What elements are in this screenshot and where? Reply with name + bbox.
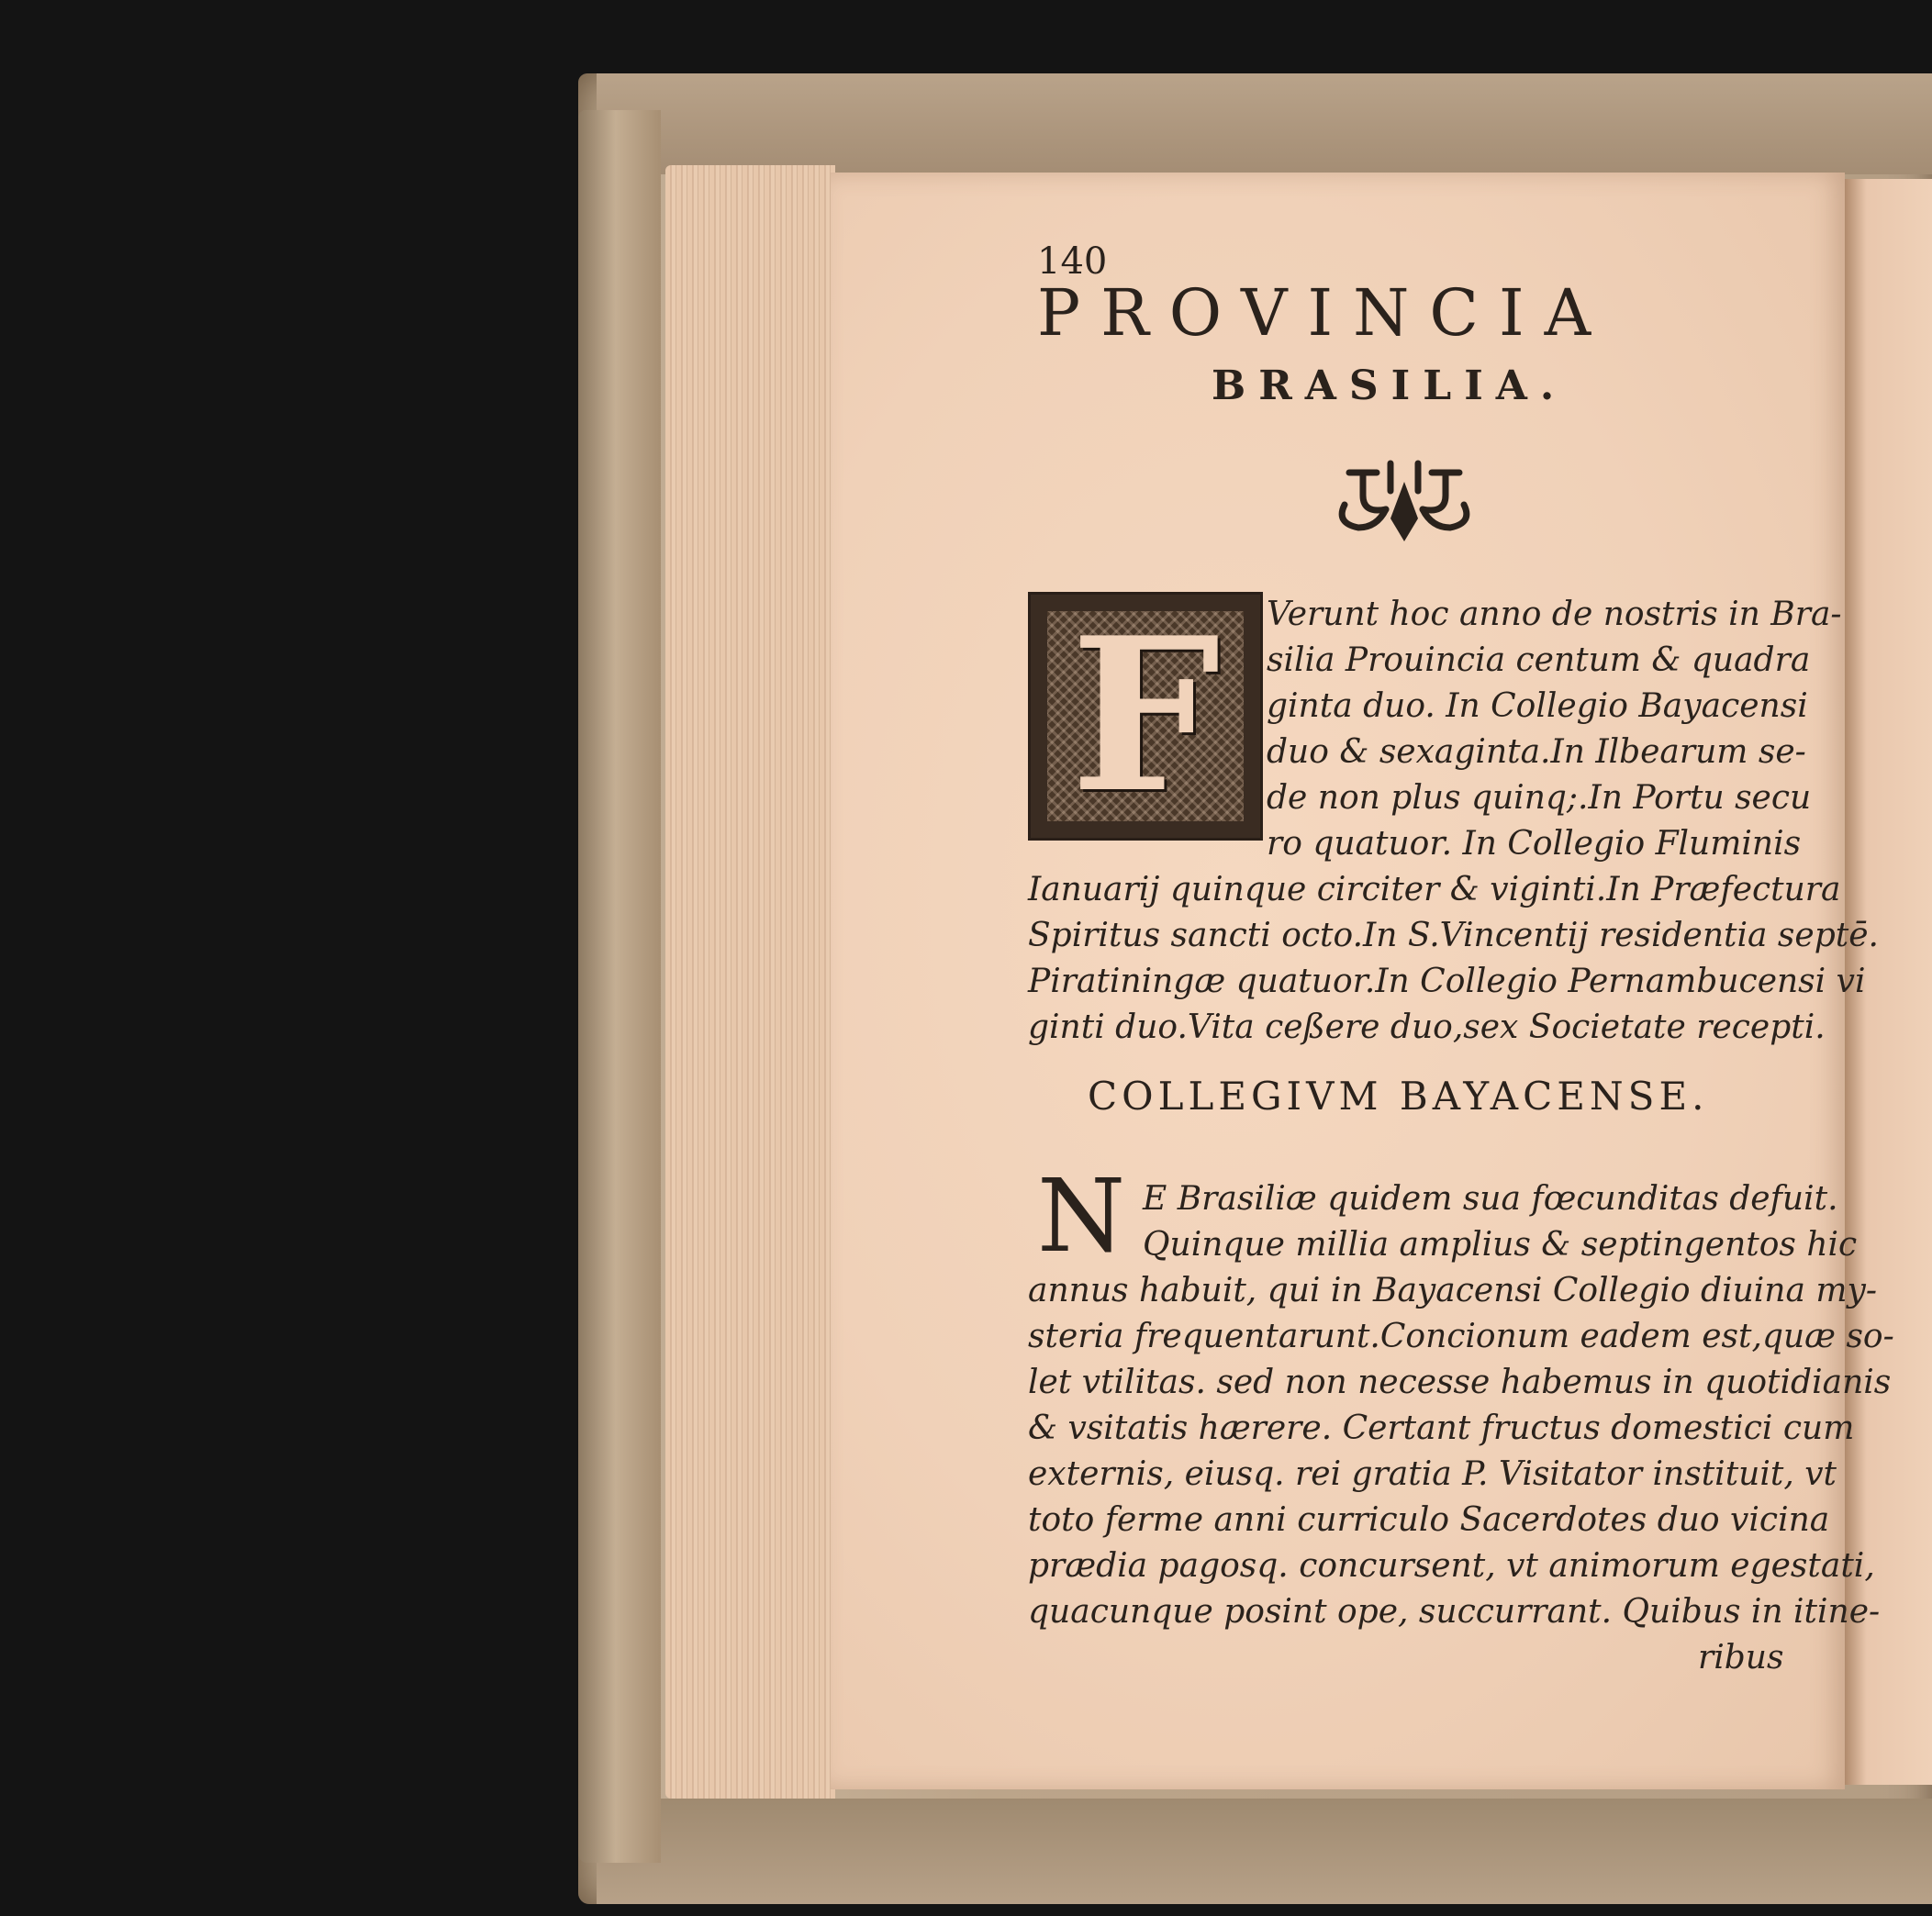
paragraph-1-full xyxy=(1028,867,1879,1051)
text-line: de non plus quinq;.In Portu secu xyxy=(1267,779,1812,817)
heading-provincia: PROVINCIA xyxy=(1037,275,1612,351)
text-line: & vsitatis hærere. Certant fructus domestici cum xyxy=(1028,1409,1855,1447)
paragraph-2 xyxy=(1028,1268,1894,1635)
text-line: let vtilitas. sed non necesse habemus in quotidianis xyxy=(1028,1364,1892,1401)
fleuron-ornament-icon xyxy=(1331,454,1478,546)
text-line: Spiritus sancti octo.In S.Vincentij residentia septē. xyxy=(1028,917,1879,954)
cover-bottom-edge xyxy=(597,1799,1932,1904)
text-line: duo & sexaginta.In Ilbearum se- xyxy=(1267,733,1806,771)
text-line: Ianuarij quinque circiter & viginti.In Præfectura xyxy=(1028,871,1841,908)
text-line: E Brasiliæ quidem sua fœcunditas defuit. xyxy=(1143,1180,1838,1218)
cover-top-edge xyxy=(597,73,1932,174)
text-line: Verunt hoc anno de nostris in Bra- xyxy=(1267,596,1842,633)
text-line: ro quatuor. In Collegio Fluminis xyxy=(1267,825,1802,863)
text-line: Piratiningæ quatuor.In Collegio Pernambucensi vi xyxy=(1028,963,1866,1000)
cover-spine xyxy=(578,110,661,1863)
text-line: steria frequentarunt.Concionum eadem est,quæ so- xyxy=(1028,1318,1894,1355)
text-line: ginta duo. In Collegio Bayacensi xyxy=(1267,687,1808,725)
text-line: quacunque posint ope, succurrant. Quibus in itine- xyxy=(1028,1593,1881,1631)
dropcap-letter: N xyxy=(1037,1157,1126,1275)
text-line: annus habuit, qui in Bayacensi Collegio diuina my- xyxy=(1028,1272,1878,1309)
text-line: externis, eiusq. rei gratia P. Visitator instituit, vt xyxy=(1028,1455,1837,1493)
section-heading: COLLEGIVM BAYACENSE. xyxy=(1088,1074,1709,1119)
paragraph-1-right xyxy=(1267,592,1842,867)
text-line: prædia pagosq. concursent, vt animorum egestati, xyxy=(1028,1547,1875,1585)
initial-letter: F xyxy=(1070,592,1221,840)
text-line: toto ferme anni curriculo Sacerdotes duo vicina xyxy=(1028,1501,1830,1539)
decorated-initial xyxy=(1028,592,1263,841)
text-line: silia Prouincia centum & quadra xyxy=(1267,641,1811,679)
page-block-edges xyxy=(665,165,835,1799)
text-line: Quinque millia amplius & septingentos hic xyxy=(1143,1226,1858,1264)
page-number: 140 xyxy=(1037,240,1108,283)
paragraph-2-indented xyxy=(1143,1176,1857,1268)
catchword: ribus xyxy=(1698,1639,1784,1676)
heading-brasilia: BRASILIA. xyxy=(1212,362,1568,409)
text-line: ginti duo.Vita ceßere duo,sex Societate recepti. xyxy=(1028,1008,1826,1046)
